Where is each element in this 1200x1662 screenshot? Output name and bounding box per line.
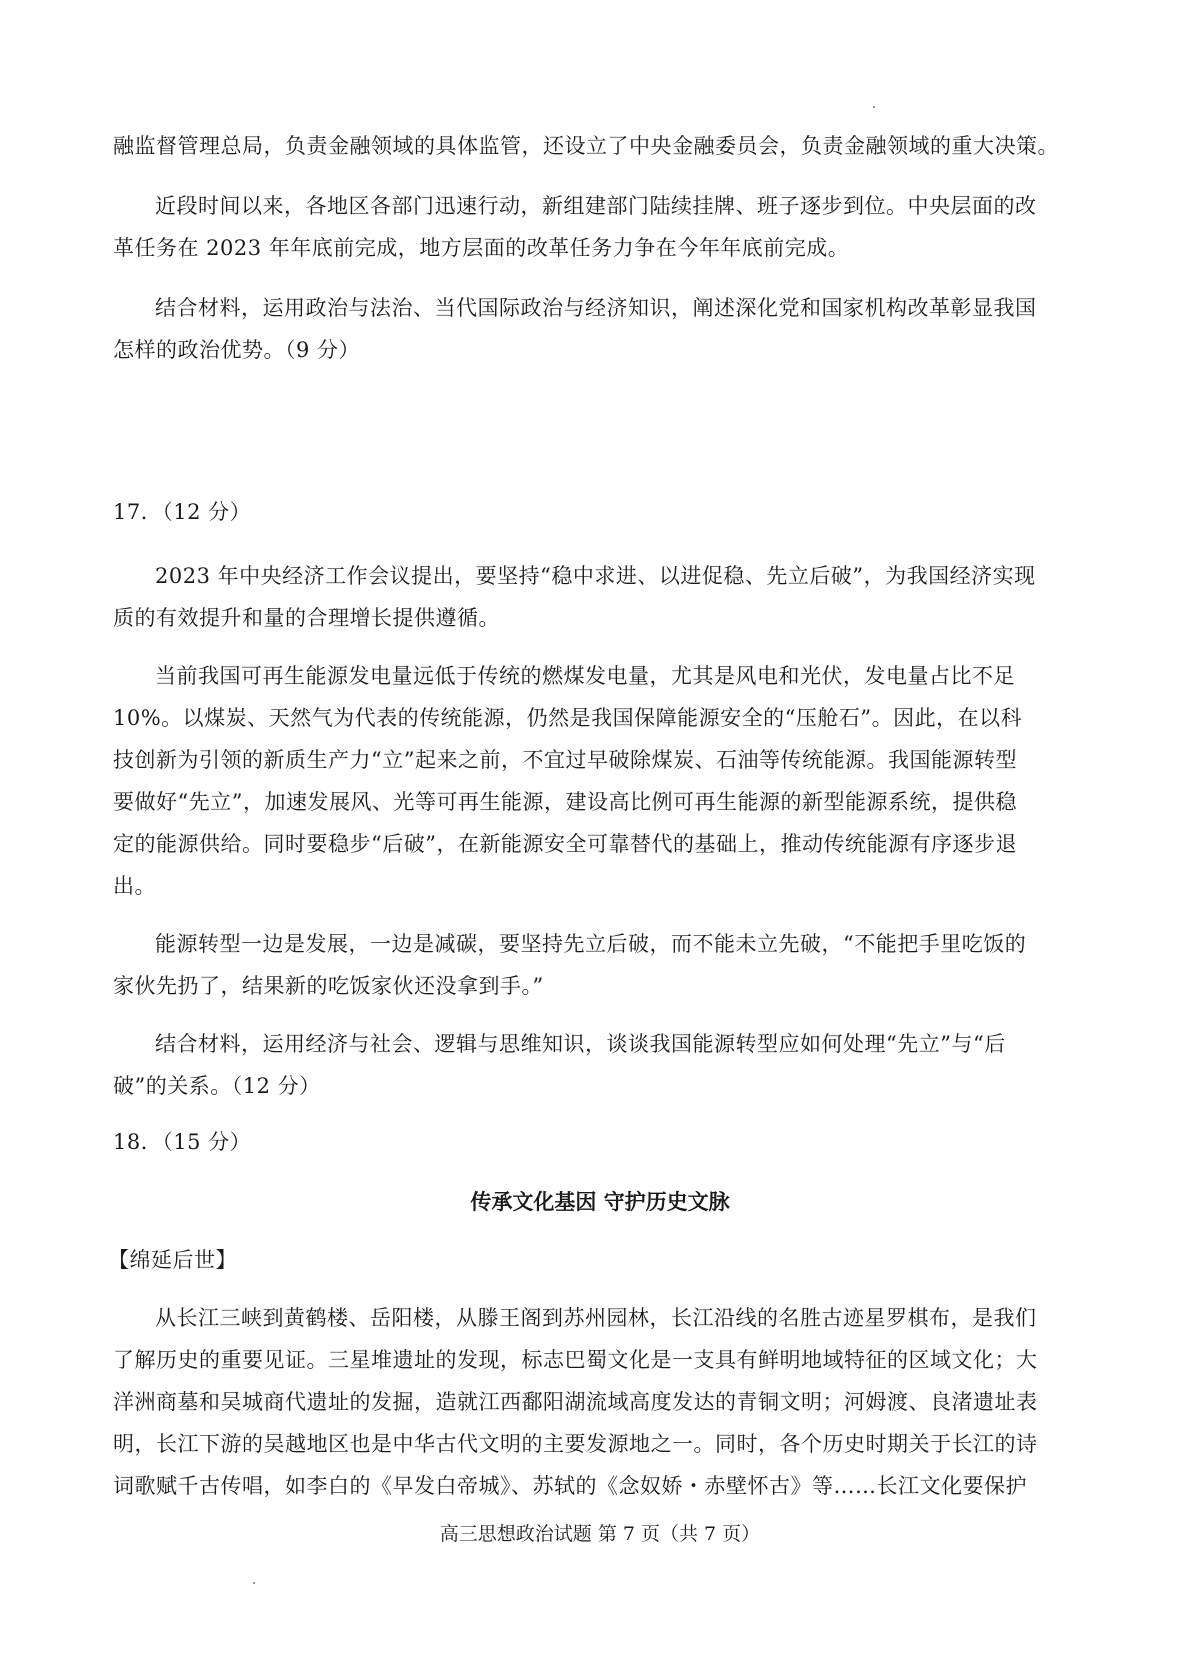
text-line: 定的能源供给。同时要稳步“后破”，在新能源安全可靠替代的基础上，推动传统能源有序逐步退: [113, 832, 1017, 856]
section-title: 传承文化基因 守护历史文脉: [470, 1190, 730, 1214]
text-line: 2023 年中央经济工作会议提出，要坚持“稳中求进、以进促稳、先立后破”，为我国经济实现: [155, 564, 1036, 588]
question-prompt: 结合材料，运用经济与社会、逻辑与思维知识，谈谈我国能源转型应如何处理“先立”与“后: [155, 1032, 1006, 1056]
text-line: 能源转型一边是发展，一边是减碳，要坚持先立后破，而不能未立先破，“不能把手里吃饭的: [155, 932, 1027, 956]
text-line: 近段时间以来，各地区各部门迅速行动，新组建部门陆续挂牌、班子逐步到位。中央层面的改: [155, 194, 1037, 218]
section-subtitle: 【绵延后世】: [108, 1248, 237, 1272]
text-line: 家伙先扔了，结果新的吃饭家伙还没拿到手。”: [113, 974, 544, 998]
text-line: 出。: [113, 874, 156, 898]
text-line: 了解历史的重要见证。三星堆遗址的发现，标志巴蜀文化是一支具有鲜明地域特征的区域文化；大: [113, 1348, 1038, 1372]
scan-speck: [253, 1582, 255, 1584]
text-line: 要做好“先立”，加速发展风、光等可再生能源，建设高比例可再生能源的新型能源系统，提供稳: [113, 790, 1017, 814]
text-line: 质的有效提升和量的合理增长提供遵循。: [113, 606, 500, 630]
question-prompt: 怎样的政治优势。（9 分）: [113, 338, 361, 362]
question-prompt: 结合材料，运用政治与法治、当代国际政治与经济知识，阐述深化党和国家机构改革彰显我国: [155, 296, 1037, 320]
question-number: 17．（12 分）: [113, 500, 252, 524]
text-line: 融监督管理总局，负责金融领域的具体监管，还设立了中央金融委员会，负责金融领域的重大决策。: [113, 134, 1059, 158]
text-line: 洋洲商墓和吴城商代遗址的发掘，造就江西鄱阳湖流域高度发达的青铜文明；河姆渡、良渚遗址表: [113, 1390, 1038, 1414]
question-number: 18．（15 分）: [113, 1130, 252, 1154]
text-line: 从长江三峡到黄鹤楼、岳阳楼，从滕王阁到苏州园林，长江沿线的名胜古迹星罗棋布，是我们: [155, 1306, 1037, 1330]
text-line: 明，长江下游的吴越地区也是中华古代文明的主要发源地之一。同时，各个历史时期关于长江的诗: [113, 1432, 1038, 1456]
text-line: 当前我国可再生能源发电量远低于传统的燃煤发电量，尤其是风电和光伏，发电量占比不足: [155, 664, 1015, 688]
text-line: 技创新为引领的新质生产力“立”起来之前，不宜过早破除煤炭、石油等传统能源。我国能源转型: [113, 748, 1017, 772]
question-prompt: 破”的关系。（12 分）: [113, 1074, 321, 1098]
text-line: 10%。以煤炭、天然气为代表的传统能源，仍然是我国保障能源安全的“压舱石”。因此，在以科: [113, 706, 1023, 730]
text-line: 革任务在 2023 年年底前完成，地方层面的改革任务力争在今年年底前完成。: [113, 236, 850, 260]
scan-speck: [873, 106, 875, 108]
text-line: 词歌赋千古传唱，如李白的《早发白帝城》、苏轼的《念奴娇・赤壁怀古》等……长江文化要保护: [113, 1474, 1027, 1498]
page-footer: 高三思想政治试题 第 7 页（共 7 页）: [439, 1523, 761, 1545]
